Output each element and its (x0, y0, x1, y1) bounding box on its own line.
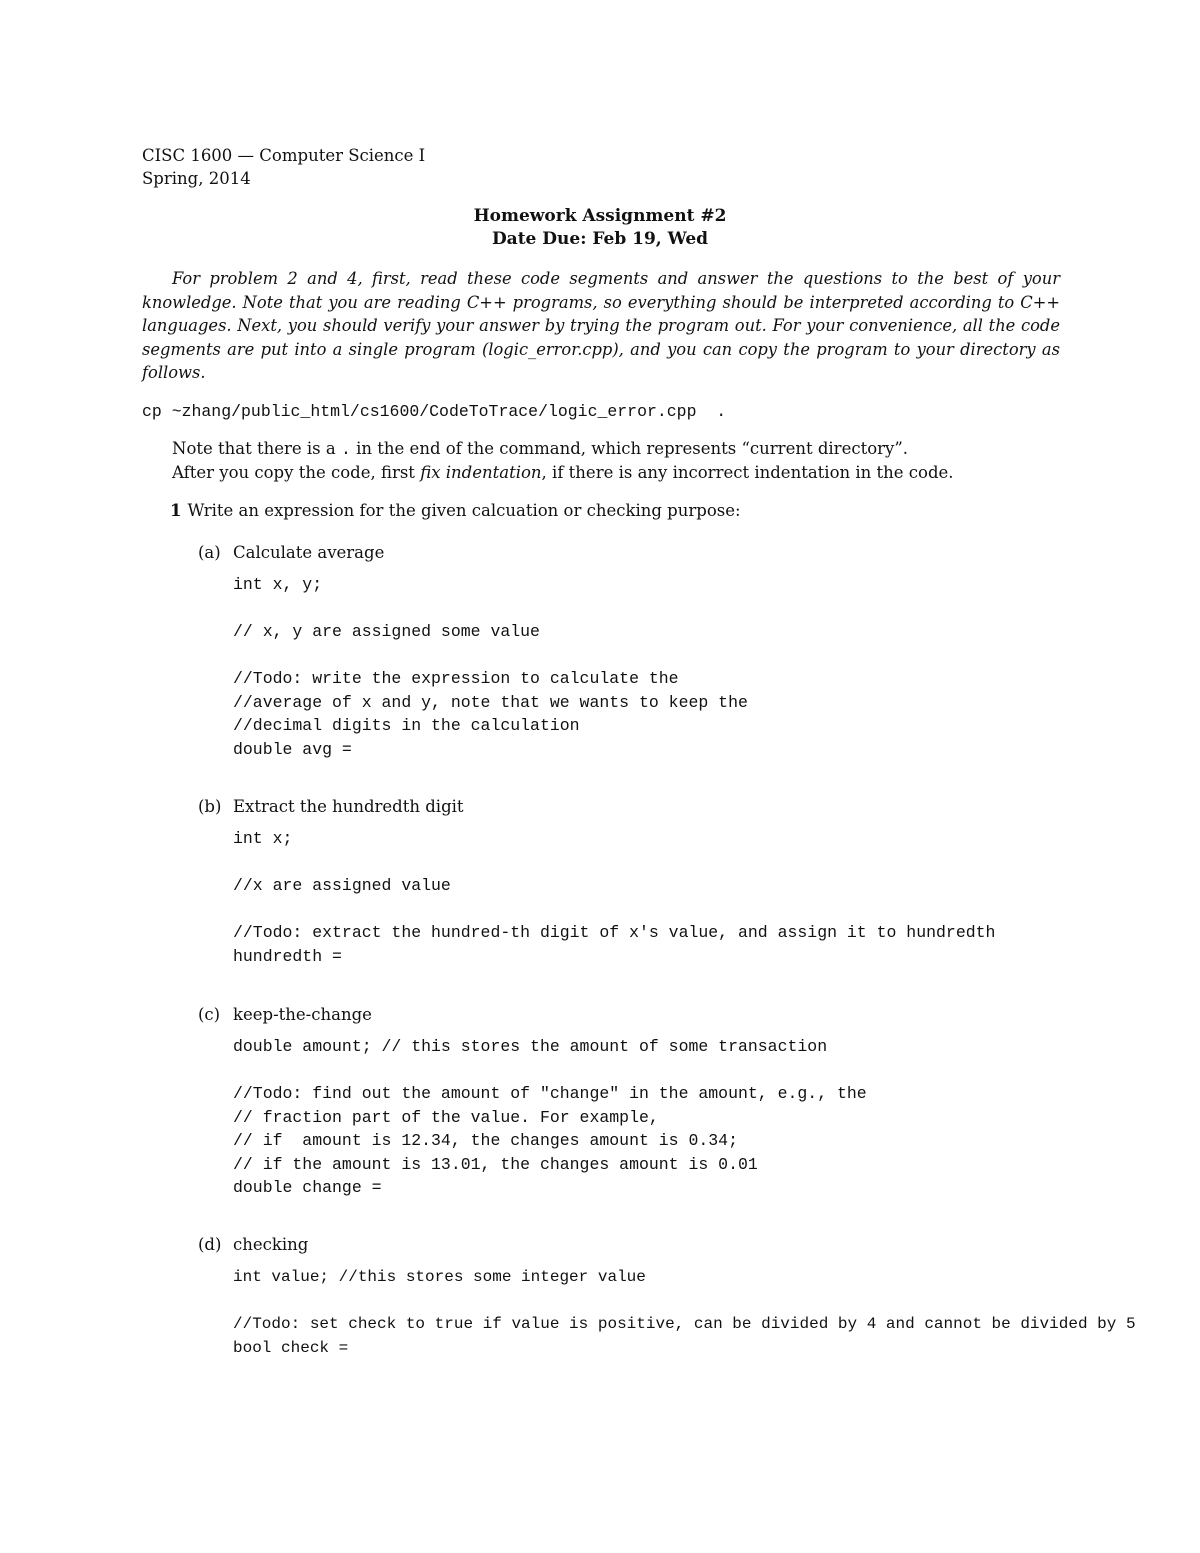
problem-text: Write an expression for the given calcuation or checking purpose: (187, 501, 741, 520)
intro-text: For problem 2 and 4, first, read these code segments and answer the questions to the best of your knowledge. Note that you are reading C++ programs, so everything should be interpreted according to C++ languages. Next, you should verify your answer by trying the program out. For your convenience, all the code segments are put into a single program (logic_error.cpp), and you can copy the program to your directory as follows. (142, 269, 1060, 382)
part-a-label: (a) Calculate average (198, 543, 385, 562)
intro-paragraph (142, 267, 1060, 385)
course-title: CISC 1600 — Computer Science I (142, 146, 426, 165)
part-a-code: int x, y; // x, y are assigned some value //Todo: write the expression to calculate the //average of x and y, note that we wants to keep the //decimal digits in the calculation double avg = (233, 575, 748, 759)
part-c-label: (c) keep-the-change (198, 1005, 372, 1024)
part-c-code: double amount; // this stores the amount of some transaction //Todo: find out the amount of "change" in the amount, e.g., the // fraction part of the value. For example, // if amount is 12.34, the changes amount is 0.34; // if the amount is 13.01, the changes amount is 0.01 double change = (233, 1037, 867, 1197)
problem-number: 1 (170, 501, 182, 520)
copy-command: cp ~zhang/public_html/cs1600/CodeToTrace/logic_error.cpp . (142, 402, 727, 421)
problem-1-heading (170, 499, 741, 522)
note-fix-indentation: After you copy the code, first fix indentation, if there is any incorrect indentation in the code. (172, 463, 954, 482)
part-d-label: (d) checking (198, 1235, 309, 1254)
part-b-label: (b) Extract the hundredth digit (198, 797, 464, 816)
course-term: Spring, 2014 (142, 169, 251, 188)
part-d-code: int value; //this stores some integer value //Todo: set check to true if value is positive, can be divided by 4 and cannot be divided by 5 bool check = (233, 1268, 1136, 1357)
part-b-code: int x; //x are assigned value //Todo: extract the hundred-th digit of x's value, and assign it to hundredth hundredth = (233, 829, 996, 966)
course-header (142, 144, 425, 190)
due-date: Date Due: Feb 19, Wed (491, 229, 709, 249)
notes-block (172, 437, 1072, 485)
assignment-title: Homework Assignment #2 (473, 206, 727, 226)
assignment-title-block (0, 205, 1200, 251)
note-current-directory: Note that there is a . in the end of the command, which represents “current directory”. (172, 439, 909, 459)
